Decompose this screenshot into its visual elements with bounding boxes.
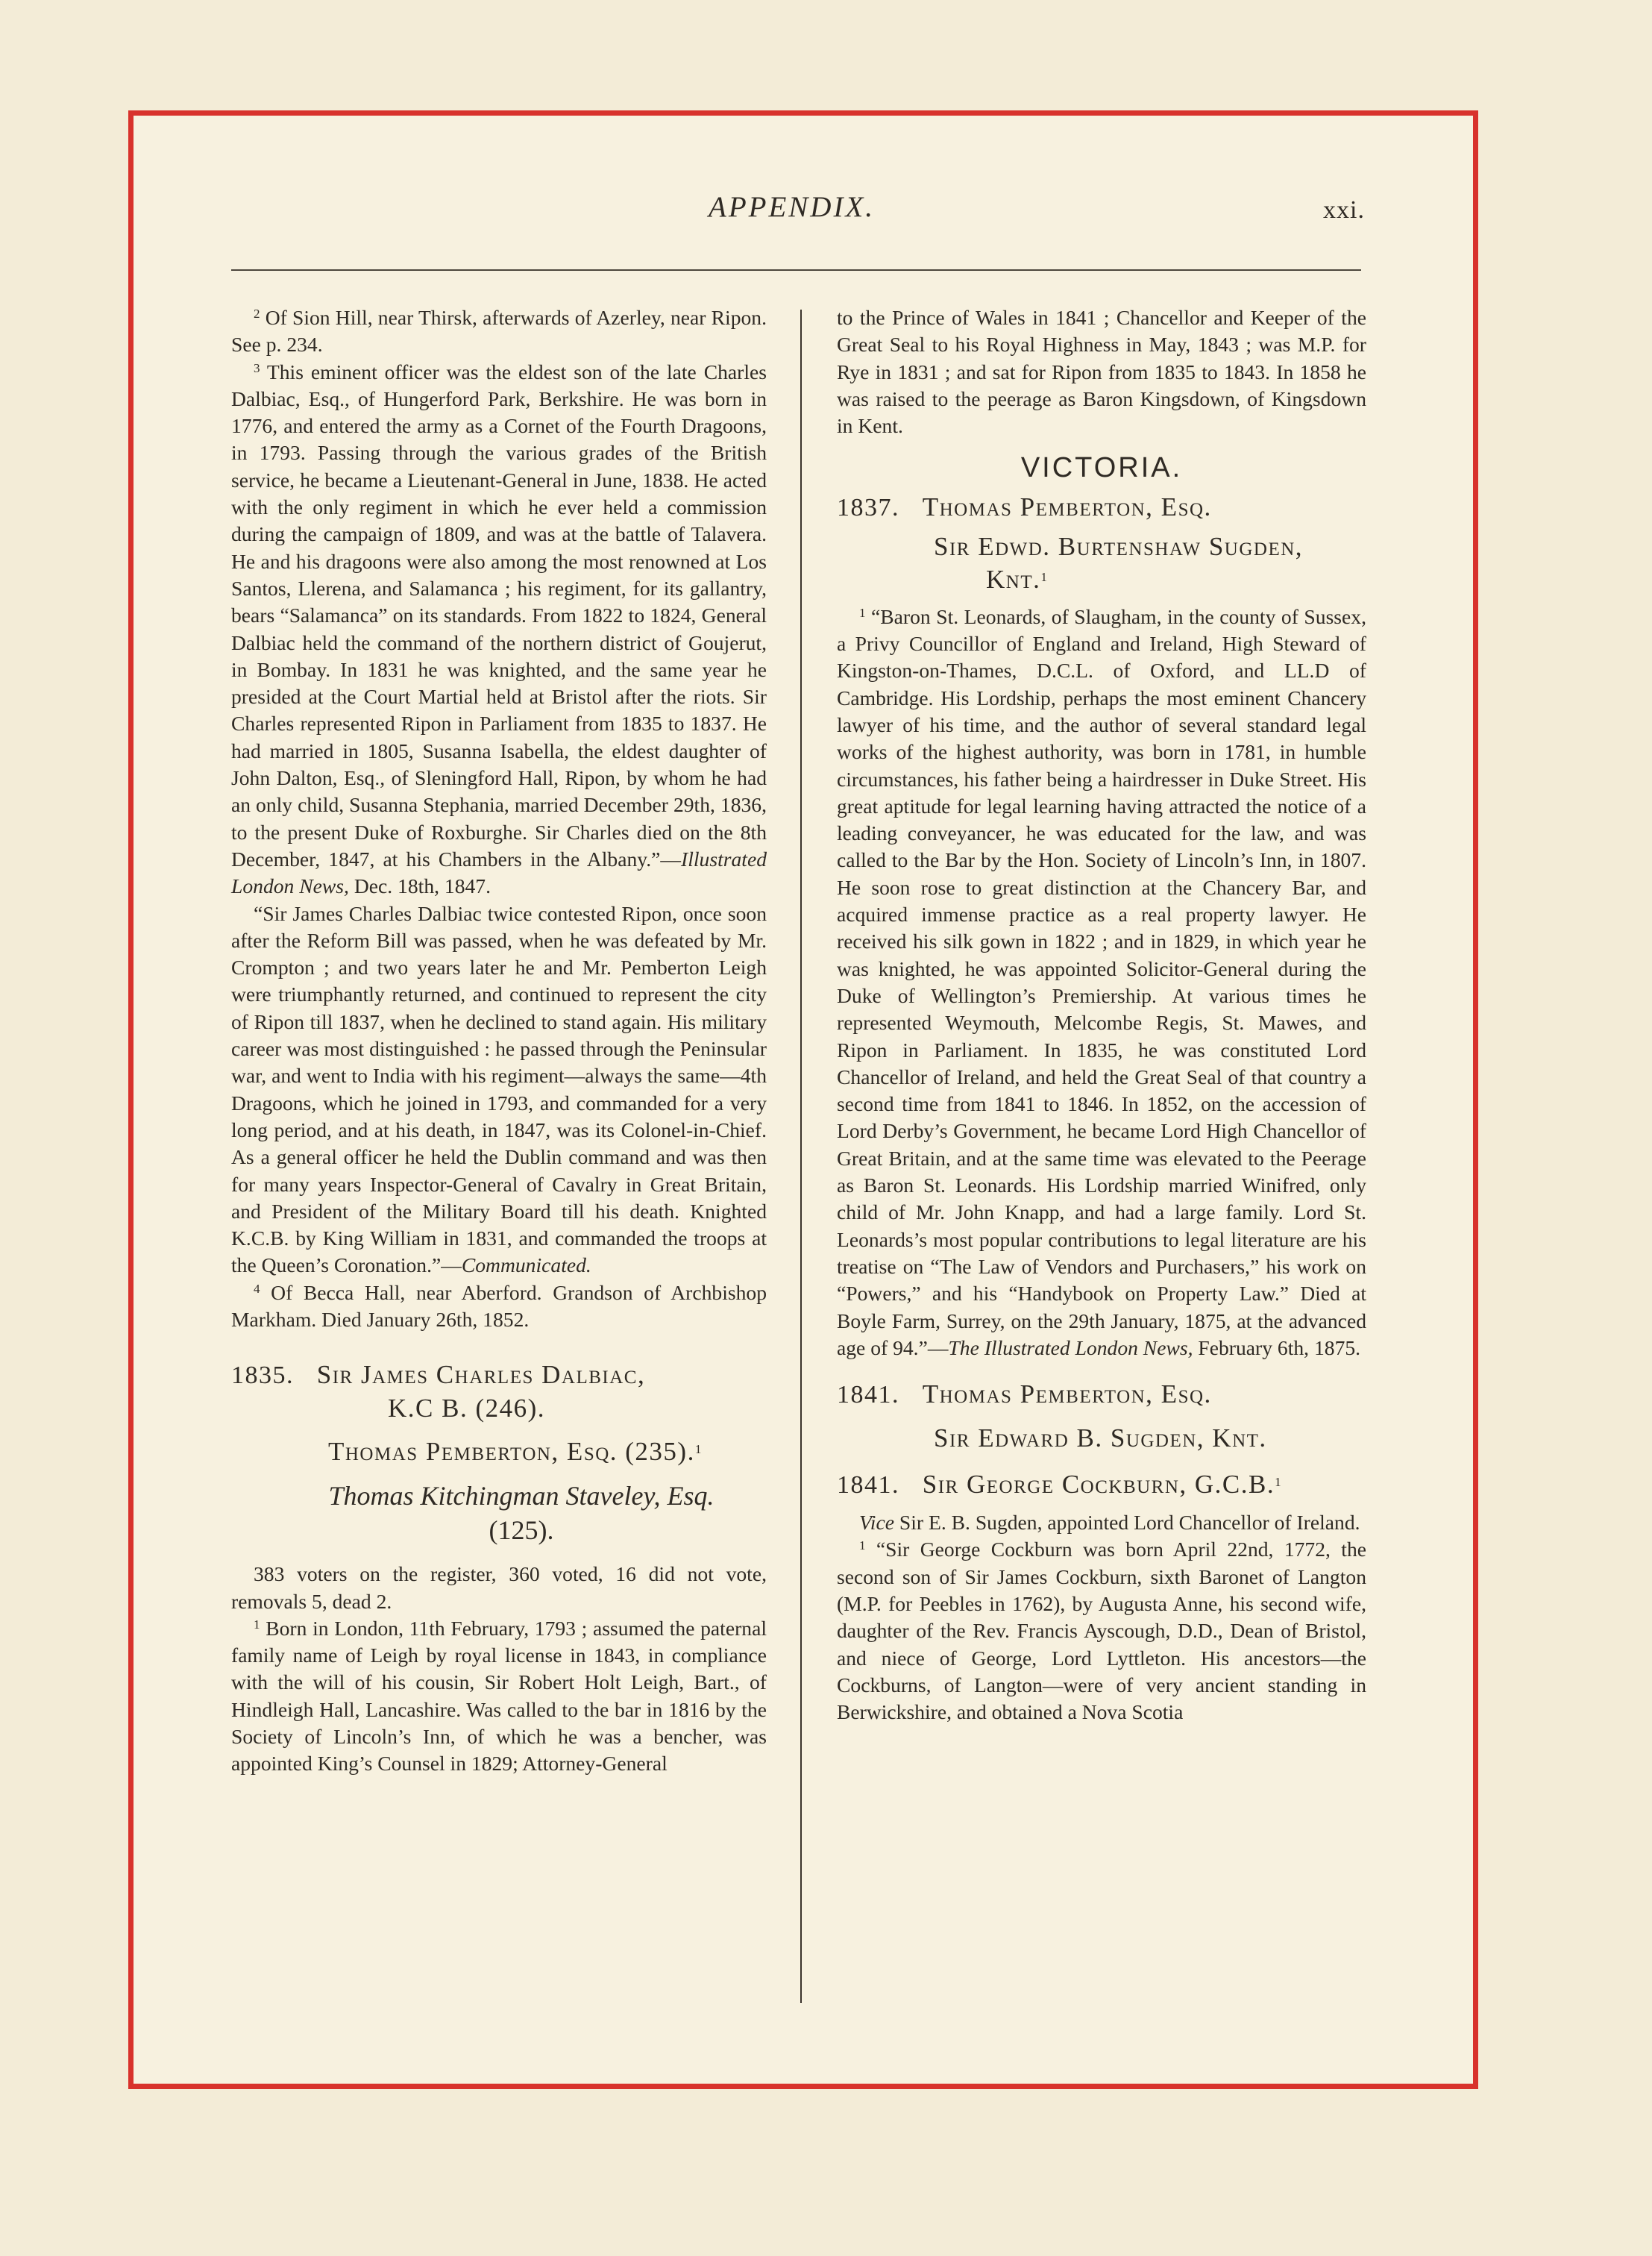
footnote-2: $^2$ Of Sion Hill, near Thirsk, afterwards of Azerley, near Ripon. See p. 234. [231,306,767,357]
candidate-entry-sugden: Sir Edwd. Burtenshaw Sugden, Knt.$^1$ [934,531,1304,594]
running-head [231,190,1365,235]
vice-note: Vice Sir E. B. Sugden, appointed Lord Chancellor of Ireland. [859,1511,1360,1535]
running-title: APPENDIX. [709,191,876,223]
reign-heading: VICTORIA. [1020,452,1183,484]
column-divider [800,310,802,2003]
candidate-honours: K.C B. (246). [388,1394,546,1423]
left-column [231,304,767,1778]
footnote-continuation: to the Prince of Wales in 1841 ; Chancellor and Keeper of the Great Seal to his Royal Highness in May, 1843 ; was M.P. for Rye in 1831 ; and sat for Ripon from 1835 to 1843. In 1858 he was raised to the peerage as Baron Kingsdown, of Kingsdown in Kent. [837,306,1366,438]
poll-statistics: 383 voters on the register, 360 voted, 16 did not vote, removals 5, dead 2. [231,1562,767,1613]
unsuccessful-candidate: Thomas Kitchingman Staveley, Esq. (125). [328,1481,714,1546]
page-number: xxi. [1323,196,1365,224]
election-entry-1841-by: 1841. Sir George Cockburn, G.C.B.$^1$ [837,1470,1283,1500]
footnote-3: $^3$ This eminent officer was the eldest son of the late Charles Dalbiac, Esq., of Hungerford Park, Berkshire. He was born in 1776, and entered the army as a Cornet of the Fourth Dragoons, in 1793. Passing through the various grades of the British service, he became a Lieutenant-General in June, 1838. He acted with the only regiment in which he ever held a commission during the campaign of 1809, and was at the battle of Talavera. He and his dragoons were also among the most renowned at Los Santos, Llerena, and Salamanca ; his regiment, for its gallantry, bears “Salamanca” on its standards. From 1822 to 1824, General Dalbiac held the command of the northern district of Goujerut, in Bombay. In 1831 he was knighted, and the same year he presided at the Court Martial held at Bristol after the riots. Sir Charles represented Ripon in Parliament from 1835 to 1837. He had married in 1805, Susanna Isabella, the eldest daughter of John Dalton, Esq., of Sleningford Hall, Ripon, by whom he had an only child, Susanna Stephania, married December 29th, 1836, to the present Duke of Roxburghe. Sir Charles died on the 8th December, 1847, at his Chambers in the Albany.”—Illustrated London News, Dec. 18th, 1847. [231,360,767,898]
candidate-name: Sir James Charles Dalbiac, [316,1360,646,1390]
footnote-3-continued: “Sir James Charles Dalbiac twice contested Ripon, once soon after the Reform Bill was passed, when he was defeated by Mr. Crompton ; and two years later he and Mr. Pemberton Leigh were triumphantly returned, and continued to represent the city of Ripon till 1837, when he declined to stand again. His military career was most distinguished : he passed through the Peninsular war, and went to India with his regiment—always the same—4th Dragoons, which he joined in 1793, and commanded for a very long period, and at his death, in 1847, was its Colonel-in-Chief. As a general officer he held the Dublin command and was then for many years Inspector-General of Cavalry in Great Britain, and President of the Military Board till his death. Knighted K.C.B. by King William in 1831, and commanded the troops at the Queen’s Coronation.”—Communicated. [231,901,767,1277]
election-entry-1841: 1841. Thomas Pemberton, Esq. [837,1379,1212,1409]
election-entry-1835 [231,1359,767,1425]
footnote-st-leonards: $^1$ “Baron St. Leonards, of Slaugham, in the county of Sussex, a Privy Councillor of England and Ireland, High Steward of Kingston-on-Thames, D.C.L. of Oxford, and LL.D of Cambridge. His Lordship, perhaps the most eminent Chancery lawyer of his time, and the author of several standard legal works of the highest authority, was born in 1781, in humble circumstances, his father being a hairdresser in Duke Street. His great aptitude for legal learning having attracted the notice of a leading conveyancer, he was educated for the law, and was called to the Bar by the Hon. Society of Lincoln’s Inn, in 1807. He soon rose to great distinction at the Chancery Bar, and acquired immense practice as a real property lawyer. He received his silk gown in 1822 ; and in 1829, in which year he was knighted, he was appointed Solicitor-General during the Duke of Wellington’s Premiership. At various times he represented Weymouth, Melcombe Regis, St. Mawes, and Ripon in Parliament. In 1835, he was constituted Lord Chancellor of Ireland, and held the Great Seal of that country a second time from 1841 to 1846. In 1852, on the accession of Lord Derby’s Government, he became Lord High Chancellor of Great Britain, and at the same time was elevated to the Peerage as Baron St. Leonards. His Lordship married Winifred, only child of Mr. John Knapp, and had a large family. Lord St. Leonards’s most popular contributions to legal literature are his treatise on “The Law of Vendors and Purchasers,” his work on “Powers,” and his “Handybook on Property Law.” Died at Boyle Farm, Surrey, on the 29th January, 1875, at the advanced age of 94.”—The Illustrated London News, February 6th, 1875. [837,604,1366,1359]
footnote-1: $^1$ Born in London, 11th February, 1793 ; assumed the paternal family name of Leigh by royal license in 1843, in compliance with the will of his cousin, Sir Robert Holt Leigh, Bart., of Hindleigh Hall, Lancashire. Was called to the bar in 1816 by the Society of Lincoln’s Inn, of which he was a bencher, was appointed King’s Counsel in 1829; Attorney-General [231,1616,767,1776]
candidate-entry-sugden-1841: Sir Edward B. Sugden, Knt. [934,1423,1267,1453]
footnote-cockburn: $^1$ “Sir George Cockburn was born April 22nd, 1772, the second son of Sir James Cockburn, sixth Baronet of Langton (M.P. for Peebles in 1762), by Augusta Anne, his second wife, daughter of the Rev. Francis Ayscough, D.D., Dean of Bristol, and niece of George, Lord Lyttleton. His ancestors—the Cockburns, of Langton—were of very ancient standing in Berwickshire, and obtained a Nova Scotia [837,1538,1366,1724]
footnote-4: $^4$ Of Becca Hall, near Aberford. Grandson of Archbishop Markham. Died January 26th, 1852. [231,1280,767,1331]
header-rule [231,269,1361,271]
election-entry-1837: 1837. Thomas Pemberton, Esq. [837,492,1212,521]
entry-year: 1835. [231,1362,294,1390]
right-column [837,304,1366,1726]
candidate-entry-pemberton: Thomas Pemberton, Esq. (235).$^1$ [328,1437,703,1467]
